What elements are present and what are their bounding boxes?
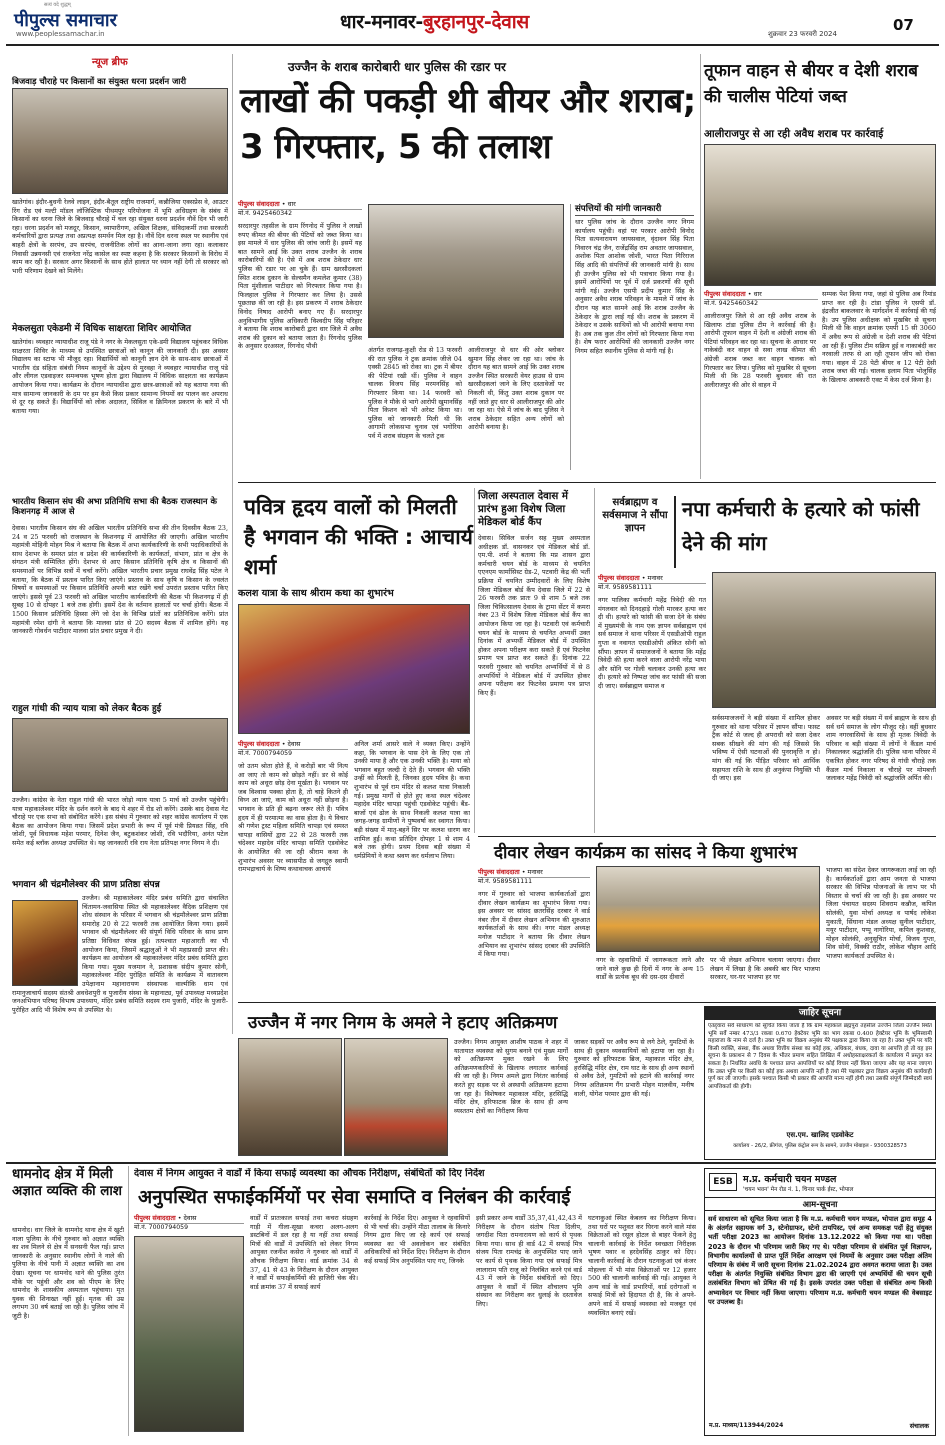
corpse-story <box>12 1166 124 1436</box>
religious-byline: पीपुल्स संवाददाता • देवास <box>238 740 348 750</box>
murder-headline-divider <box>674 496 676 568</box>
brief-headline-3: भारतीय किसान संघ की अभा प्रतिनिधि सभा की बैठक राजस्थान के किशनगढ़ में आज से <box>12 496 217 516</box>
esb-body: सर्व साधारण को सूचित किया जाता है कि म.प्र. कर्मचारी चयन मण्डल, भोपाल द्वारा समूह 4 के अंतर्गत सहायक वर्ग 3, स्टेनोग्राफर, स्टेनो टायपिस्ट, एवं अन्य समकक्ष पदों हेतु संयुक्त भर्ती परीक्षा 2023 का आयोजन दिनांक 13.12.2022 को किया गया था। परीक्षा 2023 के दौरान भी परिणाम जारी किए गए थे। परीक्षा परिणाम से संबंधित पूर्व विज्ञापन, विभागीय कार्यालयों से प्राप्त पूर्ति निर्देश आरक्षण एवं नियमों के अनुसार उक्त परीक्षा अंतिम परिणाम के संबंध में जारी सूचना दिनांक 21.02.2024 द्वारा अवगत कराया जाता है। उक्त परीक्षा के अंतर्गत नियुक्ति संबंधित विभाग द्वारा की जाएगी एवं अभ्यर्थियों की चयन सूची तत्संबंधित विभाग को प्रेषित की गई है। इसके उपरांत उक्त परीक्षा से संबंधित अन्य किसी अभ्यावेदन पर विचार नहीं किया जाएगा। परिणाम म.प्र. कर्मचारी चयन मण्डल की वेबसाइट पर उपलब्ध है। <box>708 1215 932 1306</box>
wall-col3: पर भी लेखन अभियान चलाया जाएगा। दीवार लेखन में लिखा है कि अबकी बार फिर भाजपा सरकार, घर-घर भाजपा हर घर <box>710 956 820 982</box>
murder-left-rule <box>594 488 595 833</box>
murder-col2: सर्वसमाजजनों ने बड़ी संख्या में शामिल होकर गुरुवार को थाना परिसर में ज्ञापन सौंपा। फास्ट ट्रैक कोर्ट से जल्द ही अपराधी को सजा देकर सबक सीखने की मांग की गई जिससे कि भविष्य में ऐसी घटनाओं की पुनरावृत्ति न हो। मांग की गई कि पीड़ित परिवार को आर्थिक सहायता राशि के साथ ही अनुकंपा नियुक्ति भी दी जाए। इस <box>712 714 820 783</box>
sanitation-byline: पीपुल्स संवाददाता • देवास <box>134 1214 244 1224</box>
murder-story <box>598 488 936 833</box>
lead-col2: अंतर्गत राजगढ़-कुक्षी रोड से 13 फरवरी की रात पुलिस ने ट्रक क्रमांक जीजे 04 एक्सी 2845 को रोका था। ट्रक में बीयर की पेटियां रखी थीं। पुलिस ने वाहन चालक विजय सिंह मरमनसिंह को गिरफ्तार किया था। 14 फरवरी को पुलिस ने मौके से भागे आरोपी खुमानसिंह पिता किशन को भी अरेस्ट किया था। पुलिस को जानकारी मिली थी कि आगामी लोकसभा चुनाव एवं भगोरिया पर्व में शराब संग्रहण के चलते ट्रक <box>368 346 462 440</box>
medical-headline: जिला अस्पताल देवास में प्रारंभ हुआ विशेष जिला मेडिकल बोर्ड कैंप <box>478 491 568 528</box>
esb-footer: म.प्र. माध्यम/113944/2024 <box>709 1422 784 1429</box>
murder-headline: नपा कर्मचारी के हत्यारे को फांसी देने की मांग <box>682 497 920 555</box>
lead-kicker: उज्जैन के शराब कारोबारी धार पुलिस की रडार पर <box>288 60 506 74</box>
murder-mobile: मो.नं. 9589581111 <box>598 584 653 591</box>
lead-col1: सरदारपुर तहसील के ग्राम रिंगनोद में पुलिस ने लाखों रुपए कीमत की बीयर की पेटियों को जब्त किया था। इस मामले में धार पुलिस की जांच जारी है। इसमें यह बात सामने आई कि उक्त शराब उज्जैन के शराब कारोबारियों की है। ऐसे में अब शराब ठेकेदार धार पुलिस की रडार पर आ चुके हैं। ग्राम खरसौदकलां स्थित शराब दुकान के सेल्समैन कमलेश कुमार (38) पिता मुंशीलाल पाटीदार को गिरफ्तार किया गया है। फिलहाल पुलिस ने गिरफ्तार कर लिया है। उससे पूछताछ की जा रही है। इस प्रकरण में शराब ठेकेदार विनोद निषाद आरोपी बनाए गए हैं। सरदारपुर अनुविभागीय पुलिस अधिकारी विश्वदीप सिंह परिहार ने बताया कि शराब कारोबारी द्वारा धार जिले में अवैध शराब की दुकान को बताया जाता है। रिंगनोद पुलिस के अनुसार दरअसल, रिंगनोद पौथी <box>238 222 362 351</box>
wall-byline: पीपुल्स संवाददाता • मनावर <box>478 868 590 878</box>
logo <box>14 2 164 31</box>
brief-body-4: उज्जैन। कांग्रेस के नेता राहुल गांधी की भारत जोड़ो न्याय यात्रा 5 मार्च को उज्जैन पहुंचेगी। यात्रा महाकालेश्वर मंदिर के दर्शन करने के बाद ये शहर में रोड शो करेंगे। उसके बाद देवास गेट चौराहे पर एक सभा को संबोधित करेंगे। इस संबंध में गुरुवार को शहर कांग्रेस कार्यालय में एक बैठक का आयोजन किया गया। जिसमें प्रदेश प्रभारी के रूप में पूर्व मंत्री प्रियव्रत सिंह, रवि जोशी, पूर्व विधायक महेश परमार, दिनेश जैन, बटुकशंकर जोशी, रवि भदौरिया, अनंत पटेल समेत कई ब्लॉक अध्यक्ष उपस्थित थे। यह जानकारी रवि राय नेता प्रतिपक्ष नगर निगम ने दी। <box>12 796 228 847</box>
right-top-photo-seizure <box>704 144 936 286</box>
brief-headline-5: भगवान श्री चंद्रमौलेश्वर की प्राण प्रतिष्ठा संपन्न <box>12 880 160 890</box>
byline-place: धार <box>287 200 296 208</box>
page-number: 07 <box>893 16 914 34</box>
right-top-story <box>704 54 936 478</box>
brief-body-5: उज्जैन। श्री महाकालेश्वर मंदिर प्रबंध समिति द्वारा संचालित चिंतामन-जवासिया स्थित श्री महाकालेश्वर वैदिक प्रशिक्षण एवं शोध संस्थान के परिसर में भगवान श्री चंद्रमौलेश्वर प्राण प्रतिष्ठा समारोह 20 से 22 फरवरी तक आयोजित किया गया। इसमें भगवान श्री चंद्रमौलेश्वर की संपूर्ण विधि परिवार के साथ प्राण प्रतिष्ठा विधिवत संपन्न हुई। तत्पश्चात महाआरती का भी आयोजन किया, जिसमें श्रद्धालुओं ने भी महाप्रसादी प्राप्त की। कार्यक्रम का आयोजन श्री महाकालेश्वर मंदिर प्रबंध समिति द्वारा किया गया। मुख्य यजमान ने, प्रशासक संदीप कुमार सोनी, महाकालेश्वर मंदिर पुरोहित समिति के कार्यक्रम में वातावरण उपेक्षानाम महानारायण संस्थापक वाल्मीकि धाम एवं रामानुजाचार्य सदस्य संतश्री अवधेशपुरी व पुजारीय संस्था के महानाट्य, पूर्व उपाध्यक्ष मध्यप्रदेश जनअभियान परिषद विभाष उपाध्याय, मंदिर प्रबंध समिति सदस्य राम पुजारी, मंदिर के पुजारी-पुरोहित आदि भी विशेष रूप से उपस्थित थे। <box>12 894 228 1014</box>
wall-col1: नगर में गुरुवार को भाजपा कार्यकर्ताओं द्वारा दीवार लेखन कार्यक्रम का शुभारंभ किया गया। इस अवसर पर सांसद छतरसिंह दरबार ने वार्ड नंबर तीन में दीवार लेखन अभियान की शुरुआत कार्यकर्ताओं के साथ की। नगर मंडल अध्यक्ष मनोज पाटीदार ने बताया कि दीवार लेखन अभियान का शुभारंभ सांसद दरबार की उपस्थिति में किया गया। <box>478 890 590 959</box>
wall-byline-name: पीपुल्स संवाददाता <box>478 868 520 876</box>
wall-mobile: मो.नं. 9589581111 <box>478 878 533 885</box>
brief-headline-4: राहुल गांधी की न्याय यात्रा को लेकर बैठक हुई <box>12 704 162 714</box>
encroach-col2: जाकर सड़कों पर अवैध रूप से लगे ठेले, गुमटियों के साथ ही दुकान व्यवसायियों को हटाया जा रहा है। गुरुवार को हरिफाटक ब्रिज, महाकाल मंदिर क्षेत्र, हरसिद्धि मंदिर क्षेत्र, राम घाट के साथ ही अन्य स्थानों से अवैध ठेले, गुमटियों को हटाने की कार्रवाई नगर निगम अतिक्रमण गैंग प्रभारी मोहन मालवीय, मनीष वाली, योगेश परमार द्वारा की गई। <box>574 1038 694 1098</box>
sanitation-byline-place: देवास <box>183 1214 197 1222</box>
brief-body-2: खातेगांव। व्यवहार न्यायाधीश राजू पंडे ने नगर के मेकलसुता एके-डमी विद्यालय पहुंचकर विधिक साक्षरता शिविर के माध्यम से उपस्थित छात्राओं को कानून की जानकारी दी। इस अवसर विद्यालय का स्टाफ भी मौजूद रहा। विद्यार्थियों को कानूनी ज्ञान देने के साथ-साथ छात्राओं में भारतीय दंड संहिता संबंधी नियम कानूनों के उद्देश्य से मुरवहा ने व्यवहार न्यायाधीश राजू पंडे और लीगल एडवाइजर समन्वयक भूषण होता द्वारा विद्यालय में विधिक साक्षरता का कार्यक्रम आयोजन किया गया। कार्यक्रम के दौरान न्यायाधीश द्वारा छात्र-छात्राओं को यह बताया गया की मात्र सामान्य जानकारी के दम पर हम कैसे किस प्रकार सामान्य नियमों का पालन कर अपराध से दूर रह सकते हैं। विद्यार्थियों को लोक अदालत, सिविल व क्रिमिनल प्रकरण के बारे में भी बताया गया। <box>12 338 228 415</box>
esb-notice-label: आम-सूचना <box>705 1197 935 1211</box>
right-top-byline: पीपुल्स संवाददाता • धार <box>704 290 818 300</box>
wall-story <box>478 838 936 998</box>
murder-byline-place: मनावर <box>647 574 663 582</box>
brief-headline-1: बिजवाड़ चौराहे पर किसानों का संयुक्त धरना प्रदर्शन जारी <box>12 76 187 86</box>
wall-headline: दीवार लेखन कार्यक्रम का सांसद ने किया शुभारंभ <box>494 843 797 863</box>
right-top-subheadline: आलीराजपुर से आ रही अवैध शराब पर कार्रवाई <box>704 128 884 140</box>
religious-col2: अनिल शर्मा आसरे वाले ने व्यक्त किए। उन्होंने कहा, कि भगवान के पास देने के लिए एक तो उनकी माया है और एक उनकी भक्ति है। माया को भगवान बहुत जल्दी दे देते हैं। भगवान की भक्ति उन्हीं को मिलती है, जिनका हृदय पवित्र है। कथा शुभारंभ से पूर्व राम मंदिर से कलश यात्रा निकाली गई। प्रमुख मार्गों से होते हुए कथा स्थल चंदेश्वर महादेव मंदिर चापड़ा पहुंची एडवोकेट पहुंची। बैंड-बाजों एवं ढोल के साथ निकली कलश यात्रा का जगह-जगह ग्रामीणों ने पुष्पवर्षा कर स्वागत किया। बड़ी संख्या में मातृ-बहनें सिर पर कलश धारण कर शामिल हुईं। कथा प्रतिदिन दोपहर 1 से शाम 4 बजे तक होगी। प्रथम दिवस बड़ी संख्या में धर्मप्रेमियों ने कथा श्रवण कर धर्मलाभ लिया। <box>354 740 470 860</box>
byline-name: पीपुल्स संवाददाता <box>238 200 280 208</box>
right-top-mobile: मो.नं. 9425460342 <box>704 300 759 307</box>
encroach-headline: उज्जैन में नगर निगम के अमले ने हटाए अतिक्रमण <box>248 1013 558 1033</box>
religious-byline-place: देवास <box>287 740 301 748</box>
sanitation-photo-inspection <box>134 1236 244 1432</box>
sanitation-col1: वार्डों में प्रातःकाल सफाई तथा कचरा संग्रहण गाड़ी में गीला-सूखा कचरा अलग-अलग डस्टबिनों में डल रहा है या नहीं तथा सफाई मित्रों की वार्डों में उपस्थिति को लेकर निगम आयुक्त रजनीश कसेरा ने गुरुवार को वार्डों में औचक निरीक्षण किया। वार्ड क्रमांक 34 से 37, 41 से 43 के निरीक्षण के दौरान आयुक्त ने वार्डों में सफाईकर्मियों की हाजिरी चेक की। वार्ड क्रमांक 37 में सफाई कार्य <box>250 1214 358 1291</box>
encroach-photo-left <box>238 1038 342 1156</box>
sanitation-mobile: मो.नं. 7000794059 <box>134 1224 189 1231</box>
medical-left-rule <box>474 488 475 833</box>
masthead <box>0 0 945 46</box>
encroach-photo-right <box>344 1038 448 1156</box>
logo-tagline: सत्यं वदे शुद्धम् <box>44 2 71 8</box>
encroach-story <box>238 1006 696 1160</box>
notice-address: कार्यालय - 26/2, फ्रीगंज, पुलिस कंट्रोल रूम के सामने, उज्जैन मोबाइल - 9300328573 <box>733 1143 907 1149</box>
news-brief-label: न्यूज ब्रीफ <box>92 57 128 68</box>
lead-mobile: मो.नं. 9425460342 <box>238 210 293 217</box>
sanitation-kicker: देवास में निगम आयुक्त ने वार्डों में किया सफाई व्यवस्था का औचक निरीक्षण, संबंधितों को दिए निर्देश <box>134 1168 485 1179</box>
murder-side-label: सर्वब्राह्मण व सर्वसमाज ने सौंपा ज्ञापन <box>602 497 668 534</box>
notice-signer: एस.एम. खालिद एडवोकेट <box>786 1131 854 1139</box>
section-title <box>340 8 529 34</box>
religious-col1: जो उतम श्रोता होते हैं, वे करोड़ों बार भी नित्य आ जाए तो काम को छोड़ते नहीं। डर से कोई काम को अधूरा छोड़ देना मूर्खता है। भगवान पर जब विश्वास पक्का होता है, तो चाहे कितने ही विघ्न आ जाएं, काम को अधूरा नहीं छोड़ना है। भगवान के प्रति ही बढ़ना जरूर लेते हैं। पवित्र हृदय में ही परमात्मा का वास होता है। ये विचार श्री गणेश ट्रस्ट महिला समिति चापड़ा एवं समस्त चापड़ा वासियों द्वारा 22 से 28 फरवरी तक चंदेश्वर महादेव मंदिर चापड़ा समिति एडवोकेट के आयोजित की जा रही श्रीराम कथा के शुभारंभ अवसर पर व्यासपीठ से जगद्गुरु स्वामी रामभद्राचार्य के शिष्य कथावाचक आचार्य <box>238 762 348 874</box>
religious-mobile: मो.नं. 7000794059 <box>238 750 293 757</box>
brief-body-3: देवास। भारतीय किसान संघ की अखिल भारतीय प्रतिनिधि सभा की तीन दिवसीय बैठक 23, 24 व 25 फरवरी को राजस्थान के किशनगढ़ में आयोजित की जाएगी। अखिल भारतीय महामंत्री मोहिनी मोहन मिश्र ने बताया कि बैठक में अभा कार्यकारिणी के सभी पदाधिकारियों के साथ देशभर के समस्त प्रांत व प्रदेश की कार्यकारिणी के कार्यकर्ता, संभाग, प्रांत व क्षेत्र के संगठन मंत्री सम्मिलित होंगे। देशभर से आए किसान प्रतिनिधि कृषि क्षेत्र व किसानों की समस्याओं पर विभिन्न सत्रों में चर्चा करेंगे। अखिल भारतीय प्रचार प्रमुख राघवेंद्र सिंह पटेल ने बताया, कि बैठक में प्रस्ताव पारित किए जाएंगे। प्रस्ताव के साथ कृषि व किसान के ज्वलंत विषयों व समस्याओं पर किसान प्रतिनिधि अपनी बात रखेंगे चर्चा उपरांत प्रस्ताव पारित किए जाएंगे। इससे पूर्व 23 फरवरी को अखिल भारतीय कार्यकारिणी की बैठक भी किशनगढ़ में ही सुबह 10 से दोपहर 1 बजे तक होगी। इसमें देश के वर्तमान हालातों पर चर्चा होगी। बैठक में 1500 किसान प्रतिनिधि हिस्सा लेंगे जो देश के विभिन्न प्रांतों का प्रतिनिधित्व करेंगे। प्रांत महामंत्री रमेश दांगी ने बताया कि मालवा प्रांत से 20 सदस्य बैठक में शामिल होंगे। यह जानकारी गोवर्धन पाटीदार मालवा प्रांत प्रचार प्रमुख ने दी। <box>12 524 228 636</box>
masthead-divider <box>6 44 939 46</box>
esb-logo: ESB <box>709 1173 737 1191</box>
website-url[interactable]: www.peoplessamachar.in <box>16 30 105 38</box>
murder-byline: पीपुल्स संवाददाता • मनावर <box>598 574 706 584</box>
upper-lower-divider <box>6 1162 936 1164</box>
medical-story <box>478 488 590 833</box>
murder-photo-memorandum <box>712 572 936 708</box>
murder-byline-name: पीपुल्स संवाददाता <box>598 574 640 582</box>
logo-text: पीपुल्स समाचार <box>14 10 117 31</box>
esb-signer: संचालक <box>909 1422 929 1430</box>
section-title-part2: बुरहानपुर- <box>422 11 492 33</box>
esb-address: 'चयन भवन' मेन रोड नं. 1, चिनार पार्क ईस्ट, भोपाल <box>743 1187 854 1193</box>
brief-photo-meeting <box>12 718 228 792</box>
wall-photo-mp <box>596 866 820 952</box>
corpse-headline: धामनोद क्षेत्र में मिली अज्ञात व्यक्ति की लाश <box>12 1167 122 1199</box>
right-top-byline-place: धार <box>753 290 762 298</box>
brief-photo-idol <box>12 900 78 986</box>
sidebox-title: संपत्तियों की मांगी जानकारी <box>575 204 694 216</box>
brief-body-1: खातेगांव। इंदौर-बुधनी रेलवे लाइन, इंदौर-बैतूल राष्ट्रीय राजमार्ग, कन्नौजिया एक्सप्रेस वे, आउटर रिंग रोड एवं मल्टी मॉडल लॉजिस्टिक पीथमपुर परियोजना में भूमि अधिग्रहण के संबंध में किसानों का धरना जिले के बिजवाड़ चौराहे में चल रहा संयुक्त धरना प्रदर्शन नौवें दिन भी जारी रहा। धरना प्रदर्शन को मजदूर, किसान, व्यापारीगण, अखिल शिक्षक, संविदाकर्मी तथा सरकारी कर्मचारियों द्वारा प्रत्यक्ष तथा अप्रत्यक्ष समर्थन मिल रहा है। नौवें दिन धरना स्थल पर स्थानीय एवं बाहरी क्षेत्रों के सरपंच, उप सरपंच, राजनीतिक लोगों का आना-जाना लगा रहा। कलाकार निवासी उन्नयनसी एवं राजनेता नरेंद्र कासेल का स्पष्ट कहना है कि सरकार किसानों के विरोध में काम कर रही है। सरकार अगर किसानों के साथ होते हालात पर ध्यान नहीं देगी तो सरकार को भारी परिणाम देखने को मिलेंगे। <box>12 198 228 275</box>
religious-photo-kalash <box>238 604 470 734</box>
sanitation-byline-name: पीपुल्स संवाददाता <box>134 1214 176 1222</box>
sanitation-story <box>134 1166 696 1436</box>
wall-col2: नगर के रहवासियों में जागरूकता लाने और जाने वाले कुछ ही दिनों में नगर के अन्य 15 वार्डों के प्रत्येक बूथ की दस-दस दीवारों <box>596 956 704 982</box>
esb-org: म.प्र. कर्मचारी चयन मण्डल <box>743 1174 837 1185</box>
encroach-col1: उज्जैन। निगम आयुक्त आशीष पाठक ने शहर में यातायात व्यवस्था को सुगम बनाने एवं मुख्य मार्गों को अतिक्रमण मुक्त रखने के लिए अतिक्रमणकारियों के खिलाफ लगातार कार्रवाई की जा रही है। निगम अमले द्वारा निरंतर कार्रवाई करते हुए सड़क पर से अस्थायी अतिक्रमण हटाया जा रहा है। विशेषकर महाकाल मंदिर, हरसिद्धि मंदिर क्षेत्र, हरिफाटक ब्रिज के साथ ही अन्य व्यस्ततम क्षेत्रों का निरीक्षण किया <box>454 1038 568 1115</box>
section-title-part3: देवास <box>491 11 529 33</box>
brief-photo-protest <box>12 88 228 194</box>
wall-col4: भाजपा का संदेश देकर जागरूकता लाई जा रही है। कार्यकर्ताओं द्वारा आम जनता से भाजपा सरकार की विभिन्न योजनाओं के लाभ पर भी विस्तार से चर्चा की जा रही है। इस अवसर पर जिला पंचायत सदस्य शिवराम कन्नौज, कपिल सोलंकी, युवा मोर्चा अध्यक्ष व पार्षद लोकेश मुकाती, सिंघाना मंडल अध्यक्ष सुनील पाटीदार, मयूर पाटीदार, पप्पू नागोरिया, कपिल कुशवाह, मोहन सोलंकी, अनुसूचित मोर्चा, विजय गुप्ता, शिव सोनी, विक्की राठौर, लोकेश चौहान आदि भाजपा कार्यकर्ता उपस्थित थे। <box>826 866 936 960</box>
public-notice <box>704 1006 936 1160</box>
religious-story <box>238 488 473 998</box>
lead-headline: लाखों की पकड़ी थी बीयर और शराब; 3 गिरफ्तार, 5 की तलाश <box>240 81 696 167</box>
notice-title: जाहिर सूचना <box>705 1007 935 1020</box>
right-top-col1: आलीराजपुर जिले से आ रही अवैध शराब के खिलाफ टांडा पुलिस टीम ने कार्रवाई की है। आरोपी तूफान वाहन में देशी व अंग्रेजी शराब की पेटियां परिवहन कर रहा था। सूचना के आधार पर नाकेबंदी कर वाहन से सवा लाख कीमत की अंग्रेजी शराब जब्त कर वाहन चालक को गिरफ्तार कर लिया। पुलिस को मुखबिर से सूचना मिली थी कि 28 फरवरी बुधवार की रात अलीराजपुर की ओर से वाहन में <box>704 312 816 389</box>
lead-col3: आलीराजपुर से धार की ओर ब्लोकर खुमान सिंह लेकर जा रहा था। जांच के दौरान यह बात सामने आई कि उक्त शराब उज्जैन स्थित सरकारी वेयर हाउस से ग्राम खरसौदकलां जाने के लिए दस्तावेजों पर निकली थी, किंतु उक्त शराब दुकान पर नहीं जाते हुए धार से आलीराजपुर की ओर जा रहा था। ऐसे में जांच के बाद पुलिस ने शराब ठेकेदार सहित अन्य लोगों को आरोपी बनाया है। <box>468 346 564 432</box>
lead-byline: पीपुल्स संवाददाता • धार <box>238 200 362 210</box>
brief-headline-2: मेकलसुता एकेडमी में विधिक साक्षरता शिविर आयोजित <box>12 324 192 334</box>
news-brief-column <box>12 54 228 1032</box>
sidebox-body: धार पुलिस जांच के दौरान उज्जैन नगर निगम कार्यालय पहुंची। वहां पर परकार आरोपी विनोद पिता सत्यनारायण जायसवाल, वृंदावन सिंह पिता निवारन चंद्र जैन, राजेंद्रसिंह राम अवतार जायसवाल, अशोक पिता आशोक जोशी, भारत पिता गिरिराज सिंह आदि की संपत्तियों की जानकारी मांगी है। साथ ही उज्जैन पुलिस को भी पत्राचार किया गया है। इसमें आरोपियों पर पूर्व में दर्ज प्रकरणों की सूची मांगी गई। उज्जैन एसपी प्रदीप कुमार सिंह के अनुसार अवैध शराब परिवहन के मामले में जांच के दौरान यह बात सामने आई कि शराब उज्जैन के ठेकेदार के द्वारा लाई गई थी। शराब के प्रकरण में ठेकेदार व उसके साथियों को भी आरोपी बनाया गया है। अब तक कुल तीन लोगों को गिरफ्तार किया गया है। शेष फरार आरोपियों की जानकारी उज्जैन नगर निगम सहित स्थानीय पुलिस से मांगी गई है। <box>575 218 694 355</box>
wall-top-rule <box>478 836 936 837</box>
right-top-byline-name: पीपुल्स संवाददाता <box>704 290 746 298</box>
religious-byline-name: पीपुल्स संवाददाता <box>238 740 280 748</box>
date-line: शुक्रवार 23 फरवरी 2024 <box>768 30 837 38</box>
sanitation-col3: इसी प्रकार अन्य वार्डों 35,37,41,42,43 में निरीक्षण के दौरान संतोष पिता दिलीप, जगदीश पिता रामनारायण को कार्य से पृथक किया गया। साथ ही वार्ड 42 में सफाई मित्र संजय पिता रामचंद्र के अनुपस्थित पाए जाने पर कार्य से पृथक किया गया एवं सफाई मित्र लालाराम पति राजू को निलंबित करने एवं वार्ड 43 में जाने के निर्देश संबंधितों को दिए। आयुक्त ने वार्डों में स्थित शौचालय भूमि संस्थान का निरीक्षण कर धुलाई के दस्तावेज लिए। <box>476 1214 582 1308</box>
brief-body-5a <box>12 894 228 1032</box>
corpse-body: धामनोद। धार जिले के धामनोद थाना क्षेत्र में खुटी नाला पुलिया के नीचे गुरुवार को अज्ञात व्यक्ति का शव मिलने से क्षेत्र में सनसनी फैल गई। प्राप्त जानकारी के अनुसार स्थानीय लोगों ने नाले की पुलिया के नीचे पानी में अज्ञात व्यक्ति का शव देखा। सूचना पर धामनोद थाने की पुलिस तुरंत मौके पर पहुंची और शव को पीएम के लिए धामनोद के शासकीय अस्पताल पहुंचाया। मृत युवक की शिनाख्त नहीं हुई। मृतक की उम्र लगभग 30 वर्ष बताई जा रही है। पुलिस जांच में जुटी है। <box>12 1226 124 1320</box>
left-column-rule <box>232 54 233 1034</box>
sanitation-headline: अनुपस्थित सफाईकर्मियों पर सेवा समाप्ति व निलंबन की कार्रवाई <box>138 1187 571 1208</box>
murder-col1: नगर पालिका कर्मचारी महेंद्र त्रिवेदी की गत मंगलवार को दिनदहाड़े गोली मारकर हत्या कर दी थी। हत्यारे को फांसी की सजा देने के संबंध में मुख्यमंत्री के नाम एक ज्ञापन सर्वब्राह्मण एवं सर्व समाज ने थाना परिसर में एसडीओपी राहुल गुप्ता व नवागत एसडीओपी अंकित सोनी को सौंपा। ज्ञापन में समाजजनों ने बताया कि महेंद्र त्रिवेदी की हत्या करने वाला आरोपी नरेंद्र भाया और सोनि पर गोली चलाकर उनकी हत्या कर दी। हत्यारे को निष्पक्ष जांच कर फांसी की सजा दी जाए। सर्वब्राह्मण समाज व <box>598 596 706 690</box>
corpse-right-rule <box>128 1166 129 1436</box>
lead-sidebox <box>570 204 694 470</box>
lead-story <box>238 54 696 478</box>
murder-col3: अवसर पर बड़ी संख्या में सर्व ब्राह्मण के साथ ही सर्व धर्म समाज के लोग मौजूद रहे। वहीं बुधवार शाम नगरवासियों के साथ ही मृतक त्रिवेदी के परिवार व बड़ी संख्या में लोगों ने कैंडल मार्च निकालकर श्रद्धांजलि दी। पुलिस थाना परिसर में एकत्रित होकर नगर परिषद से गांधी चौराहे तक कैंडल मार्च निकाला व चौराहे पर मोमबत्ती जलाकर महेंद्र त्रिवेदी को श्रद्धांजलि अर्पित की। <box>826 714 936 783</box>
sanitation-col4: घटनाकुआं स्थित केबलय का निरीक्षण किया। तथा घरों पर पशुवत कर घिरना करने वाले मांस विक्रेताओं को रसूल होटल से बाहर फेंकने हेतु चालानी कार्रवाई के निर्देश स्वच्छता निरीक्षक भूषण पवार व हरदेवसिंह ठाकुर को दिए। चालानी कार्रवाई के दौरान घटनाकुआं एवं कंजर मोहल्ला में भी मांस विक्रेताओं पर 12 हजार 500 की चालानी कार्रवाई की गई। आयुक्त ने अन्य वार्ड के वार्ड प्रभारियों, वार्ड दरोगाओं व सफाई मित्रों को हिदायत दी है, कि वे अपने-अपने वार्ड में सफाई व्यवस्था को मजबूत एवं व्यवस्थित बनाएं रखें। <box>588 1214 696 1317</box>
esb-notice <box>704 1168 936 1436</box>
right-top-headline: तूफान वाहन से बीयर व देशी शराब की चालीस पेटियां जब्त <box>704 61 918 107</box>
notice-body: एतद्द्वारा सर्व साधारण को सूचित किया जाता है कि ग्राम महाकाल ब्रह्मपुरा तहसील उज्जैन जिला उज्जैन स्थित भूमि सर्वे नम्बर 473/3 रकबा 0.670 हेक्टेयर भूमि का भाग रकबा 0.400 हेक्टेयर भूमि के भूमिस्वामी महाराजा के नाम से दर्ज है। उक्त भूमि का विक्रय अनुबंध मेरे पक्षकार द्वारा किया जा रहा है। उक्त भूमि पर यदि किसी व्यक्ति, संस्था, बैंक अथवा वित्तीय संस्था का कोई हक, अधिकार, बंधक, दावा या आपत्ति हो तो वह इस सूचना के प्रकाशन से 7 दिवस के भीतर प्रमाण सहित लिखित में अधोहस्ताक्षरकर्ता के कार्यालय में प्रस्तुत कर सकता है। निर्धारित अवधि के पश्चात प्राप्त आपत्तियों पर कोई विचार नहीं किया जाएगा और यह माना जाएगा कि उक्त भूमि पर किसी का कोई हक अथवा आपत्ति नहीं है तथा मेरे पक्षकार द्वारा विक्रय अनुबंध की कार्यवाही पूर्ण कर ली जाएगी। इसके पश्चात किसी भी प्रकार की आपत्ति मान्य नहीं होगी तथा उसकी संपूर्ण जिम्मेदारी स्वयं आपत्तिकर्ता की होगी। <box>708 1023 932 1090</box>
lead-photo-police <box>368 204 564 338</box>
lead-bottom-rule <box>238 482 936 483</box>
religious-subheadline: कलश यात्रा के साथ श्रीराम कथा का शुभारंभ <box>238 588 394 599</box>
section-title-part1: धार-मनावर- <box>340 11 423 33</box>
religious-headline: पवित्र हृदय वालों को मिलती है भगवान की भक्ति : आचार्य शर्मा <box>244 495 473 579</box>
middle-bottom-rule <box>238 1002 936 1003</box>
medical-body: देवास। सिविल सर्जन सह मुख्य अस्पताल अधीक्षक डॉ. वासनकर एवं मेडिकल बोर्ड डॉ. एम.पी. शर्मा ने बताया कि मप्र शासन द्वारा कर्मचारी चयन बोर्ड के माध्यम से चयनित एएनएम फार्मासिस्ट ग्रेड-2, पटवारी केंद्र की भर्ती प्रक्रिया में चयनित उम्मीदवारों के लिए विशेष जिला मेडिकल बोर्ड कैंप देवास जिले में 22 से 26 फरवरी तक प्रातः 9 से शाम 5 बजे तक जिला चिकित्सालय देवास के ट्रामा सेंटर में कमरा नंबर 23 में विशेष जिला मेडिकल बोर्ड कैंप का आयोजन किया जा रहा है। पटवारी एवं कर्मचारी चयन बोर्ड के माध्यम से चयनित अभ्यर्थी उक्त दिनांक में अभ्यर्थी मेडिकल बोर्ड में उपस्थित होकर अपना परीक्षण करा सकते हैं एवं फिटनेस प्रमाण पत्र प्राप्त कर सकते हैं। दिनांक 22 फरवरी गुरुवार को चयनित अभ्यर्थियों में से 8 अभ्यर्थियों ने मेडिकल बोर्ड में उपस्थित होकर अपना परीक्षण कर फिटनेस प्रमाण पत्र प्राप्त किए हैं। <box>478 534 590 697</box>
right-column-rule <box>700 54 701 479</box>
wall-byline-place: मनावर <box>527 868 543 876</box>
sanitation-col2: कार्रवाई के निर्देश दिए। आयुक्त ने रहवासियों से भी चर्चा की। उन्होंने मीठा तालाब के किनारे निगम द्वारा किए जा रहे कार्य एवं सफाई व्यवस्था का भी अवलोकन कर संबंधित अधिकारियों को निर्देश दिए। निरीक्षण के दौरान कई सफाई मित्र अनुपस्थित पाए गए, जिनके <box>364 1214 470 1265</box>
right-top-col2: सम्पक पेश किया गया, जहां से पुलिस अब रिमांड प्राप्त कर रही है। टांडा पुलिस ने एसपी डॉ. इंद्रजीत बाकलवार के मार्गदर्शन में कार्रवाई की गई है। उप पुलिस अधीक्षक को मुखबिर से सूचना मिली थी कि वाहन क्रमांक एमपी 15 सी 3060 में अवैध रूप से अंग्रेजी व देशी शराब की पेटियां आ रही हैं। पुलिस टीम सक्रिय हुई व नाकाबंदी कर नरवाली तरफ से आ रही तूफान जीप को रोका गया। वाहन में 28 पेटी बीयर व 12 पेटी देसी शराब जब्त की गई। चालक इलाम पिता भोलूसिंह के खिलाफ आबकारी एक्ट में केस दर्ज किया है। <box>822 290 936 384</box>
